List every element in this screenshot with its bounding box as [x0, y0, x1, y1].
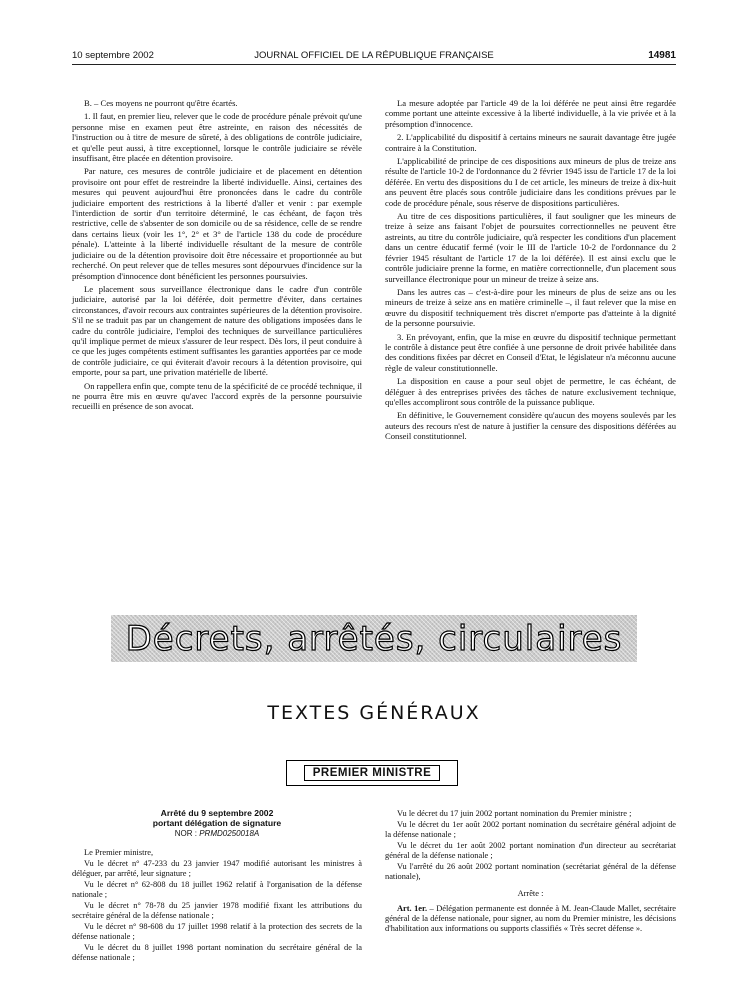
paragraph: Le placement sous surveillance électronique dans le cadre d'un contrôle judiciaire, autorisé par la loi déférée, doit permettre d'éviter, dans certaines circonstances, d'avoir recours aux contraintes supérieures de la détention provisoire. S'il ne se traduit pas par un changement de nature des obligations imposées dans le cadre du contrôle judiciaire, l'emploi des techniques de surveillance particulières qu'il implique permet de mieux s'assurer de leur respect. Dès lors, il peut conduire à ce que les juges compétents estiment suffisantes les garanties apportées par ce mode de contrôle judiciaire, ce qui éviterait d'avoir recours à la détention provisoire, qui emporte, pour sa part, une privation matérielle de liberté.: [72, 283, 362, 378]
arrete-word: Arrête :: [517, 889, 544, 898]
left-column: [72, 98, 362, 415]
visa-paragraph: Le Premier ministre,: [84, 847, 154, 857]
visa-paragraph: Vu le décret n° 98-608 du 17 juillet 1998 relatif à la protection des secrets de la défense nationale ;: [72, 921, 362, 941]
arrete-left-column: [72, 809, 362, 964]
paragraph: Au titre de ces dispositions particulières, il faut souligner que les mineurs de treize à seize ans faisant l'objet de poursuites correctionnelles ne peuvent être astreints, au titre du contrôle judiciaire, qu'à respecter les conditions d'un placement dans un centre éducatif fermé (voir le III de l'article 10-2 de l'ordonnance du 2 février 1945 résultant de l'article 17 de la loi déférée). Il est ainsi exclu que le contrôle judiciaire prenne la forme, en matière correctionnelle, d'un placement sous surveillance électronique pour un mineur de treize à seize ans.: [385, 211, 676, 284]
arrete-right-column: [385, 809, 676, 935]
paragraph: La disposition en cause a pour seul objet de permettre, le cas échéant, de déléguer à des entreprises privées des tâches de nature exclusivement technique, qu'elles accompliront sous contrôle de la puissance publique.: [385, 376, 676, 407]
visa-paragraph: Vu le décret du 1er août 2002 portant nomination d'un directeur au secrétariat général de la défense nationale ;: [385, 841, 676, 860]
paragraph: 2. L'applicabilité du dispositif à certains mineurs ne saurait davantage être jugée contraire à la Constitution.: [385, 132, 676, 153]
decrets-banner: [111, 615, 637, 662]
article-1: [385, 904, 676, 934]
visa-paragraph: Vu le décret du 17 juin 2002 portant nomination du Premier ministre ;: [397, 809, 632, 818]
nor-value: PRMD0250018A: [199, 828, 260, 838]
arrete-title-line-1: Arrêté du 9 septembre 2002: [160, 808, 274, 818]
right-column: [385, 98, 676, 445]
visa-paragraph: Vu le décret n° 47-233 du 23 janvier 1947 modifié autorisant les ministres à déléguer, par arrêté, leur signature ;: [72, 858, 362, 878]
header-page-number: 14981: [648, 50, 676, 61]
visa-paragraph: Vu le décret n° 78-78 du 25 janvier 1978 modifié fixant les attributions du secrétaire général de la défense nationale ;: [72, 900, 362, 920]
header-journal-title: JOURNAL OFFICIEL DE LA RÉPUBLIQUE FRANÇAISE: [254, 50, 494, 61]
visa-paragraph: Vu le décret du 8 juillet 1998 portant nomination du secrétaire général de la défense nationale ;: [72, 942, 362, 962]
paragraph: 3. En prévoyant, enfin, que la mise en œuvre du dispositif technique permettant le contrôle à distance peut être confiée à une personne de droit privée habilitée dans des conditions fixées par décret en Conseil d'Etat, le législateur n'a méconnu aucune règle de valeur constitutionnelle.: [385, 331, 676, 373]
article-1-text: – Délégation permanente est donnée à M. Jean-Claude Mallet, secrétaire général de la défense nationale, pour signer, au nom du Premier ministre, les décisions d'habilitation aux informations ou supports classifiés « Très secret défense ».: [385, 904, 676, 933]
paragraph: La mesure adoptée par l'article 49 de la loi déférée ne peut ainsi être regardée comme portant une atteinte excessive à la liberté individuelle, à la vie privée et à la présomption d'innocence.: [385, 98, 676, 129]
ministry-label: PREMIER MINISTRE: [304, 765, 441, 781]
paragraph: L'applicabilité de principe de ces dispositions aux mineurs de plus de treize ans résulte de l'article 10-2 de l'ordonnance du 2 février 1945 issu de l'article 17 de la loi déférée. En vertu des dispositions du I de cet article, les mineurs de treize à dix-huit ans peuvent être placés sous contrôle judiciaire dans les conditions prévues par le code de procédure pénale, sous réserve de dispositions particulières.: [385, 156, 676, 208]
paragraph: On rappellera enfin que, compte tenu de la spécificité de ce procédé technique, il ne pourra être mis en œuvre qu'avec l'accord exprès de la personne poursuivie recueilli en présence de son avocat.: [72, 380, 362, 412]
section-title: TEXTES GÉNÉRAUX: [267, 702, 481, 724]
article-1-label: Art. 1er.: [397, 904, 428, 913]
visa-paragraph: Vu le décret du 1er août 2002 portant nomination du secrétaire général adjoint de la défense nationale ;: [385, 820, 676, 839]
visa-paragraph: Vu l'arrêté du 26 août 2002 portant nomination (secrétariat général de la défense nationale),: [385, 862, 676, 881]
paragraph: Par nature, ces mesures de contrôle judiciaire et de placement en détention provisoire ont pour effet de restreindre la liberté individuelle. Ainsi, certaines des mesures qui peuvent aujourd'hui être prononcées dans le cadre du contrôle judiciaire emportent des restrictions à la liberté d'aller et venir : par exemple l'interdiction de sortir d'un territoire déterminé, le cas échéant, de façon très restrictive, celle de s'absenter de son domicile ou de sa résidence, celle de se rendre dans certains lieux (voir les 1°, 2° et 3° de l'article 138 du code de procédure pénale). L'atteinte à la liberté individuelle résultant de la mesure de contrôle judiciaire ou de la détention provisoire doit être nécessaire et proportionnée au but recherché. On peut relever que de telles mesures sont dépourvues d'incidence sur la présomption d'innocence dont bénéficient les personnes poursuivies.: [72, 166, 362, 281]
banner-title: Décrets, arrêtés, circulaires: [125, 618, 623, 659]
paragraph: En définitive, le Gouvernement considère qu'aucun des moyens soulevés par les auteurs des recours n'est de nature à justifier la censure des dispositions déférées au Conseil constitutionnel.: [385, 410, 676, 442]
visa-paragraph: Vu le décret n° 62-808 du 18 juillet 1962 relatif à l'organisation de la défense nationale ;: [72, 879, 362, 899]
nor-label: NOR :: [174, 828, 200, 838]
paragraph: 1. Il faut, en premier lieu, relever que le code de procédure pénale prévoit qu'une personne mise en examen peut être astreinte, en raison des nécessités de l'instruction ou à titre de mesure de sûreté, à des obligations de contrôle judiciaire, et qu'elle peut aussi, à titre exceptionnel, lorsque le contrôle judiciaire se révèle insuffisant, être placée en détention provisoire.: [72, 111, 362, 164]
arrete-title: [72, 809, 362, 829]
paragraph: B. – Ces moyens ne pourront qu'être écartés.: [84, 98, 238, 108]
arrete-title-line-2: portant délégation de signature: [152, 817, 282, 828]
header-rule: [72, 64, 676, 65]
ministry-box: [286, 760, 458, 786]
header-date: 10 septembre 2002: [72, 50, 154, 61]
paragraph: Dans les autres cas – c'est-à-dire pour les mineurs de plus de seize ans ou les mineurs de treize à seize ans en matière criminelle –, il faut relever que la mise en œuvre du dispositif techniquement très discret n'emporte pas d'atteinte à la dignité de la personne poursuivie.: [385, 286, 676, 329]
nor-reference: [72, 829, 362, 839]
page-header: [72, 50, 676, 64]
